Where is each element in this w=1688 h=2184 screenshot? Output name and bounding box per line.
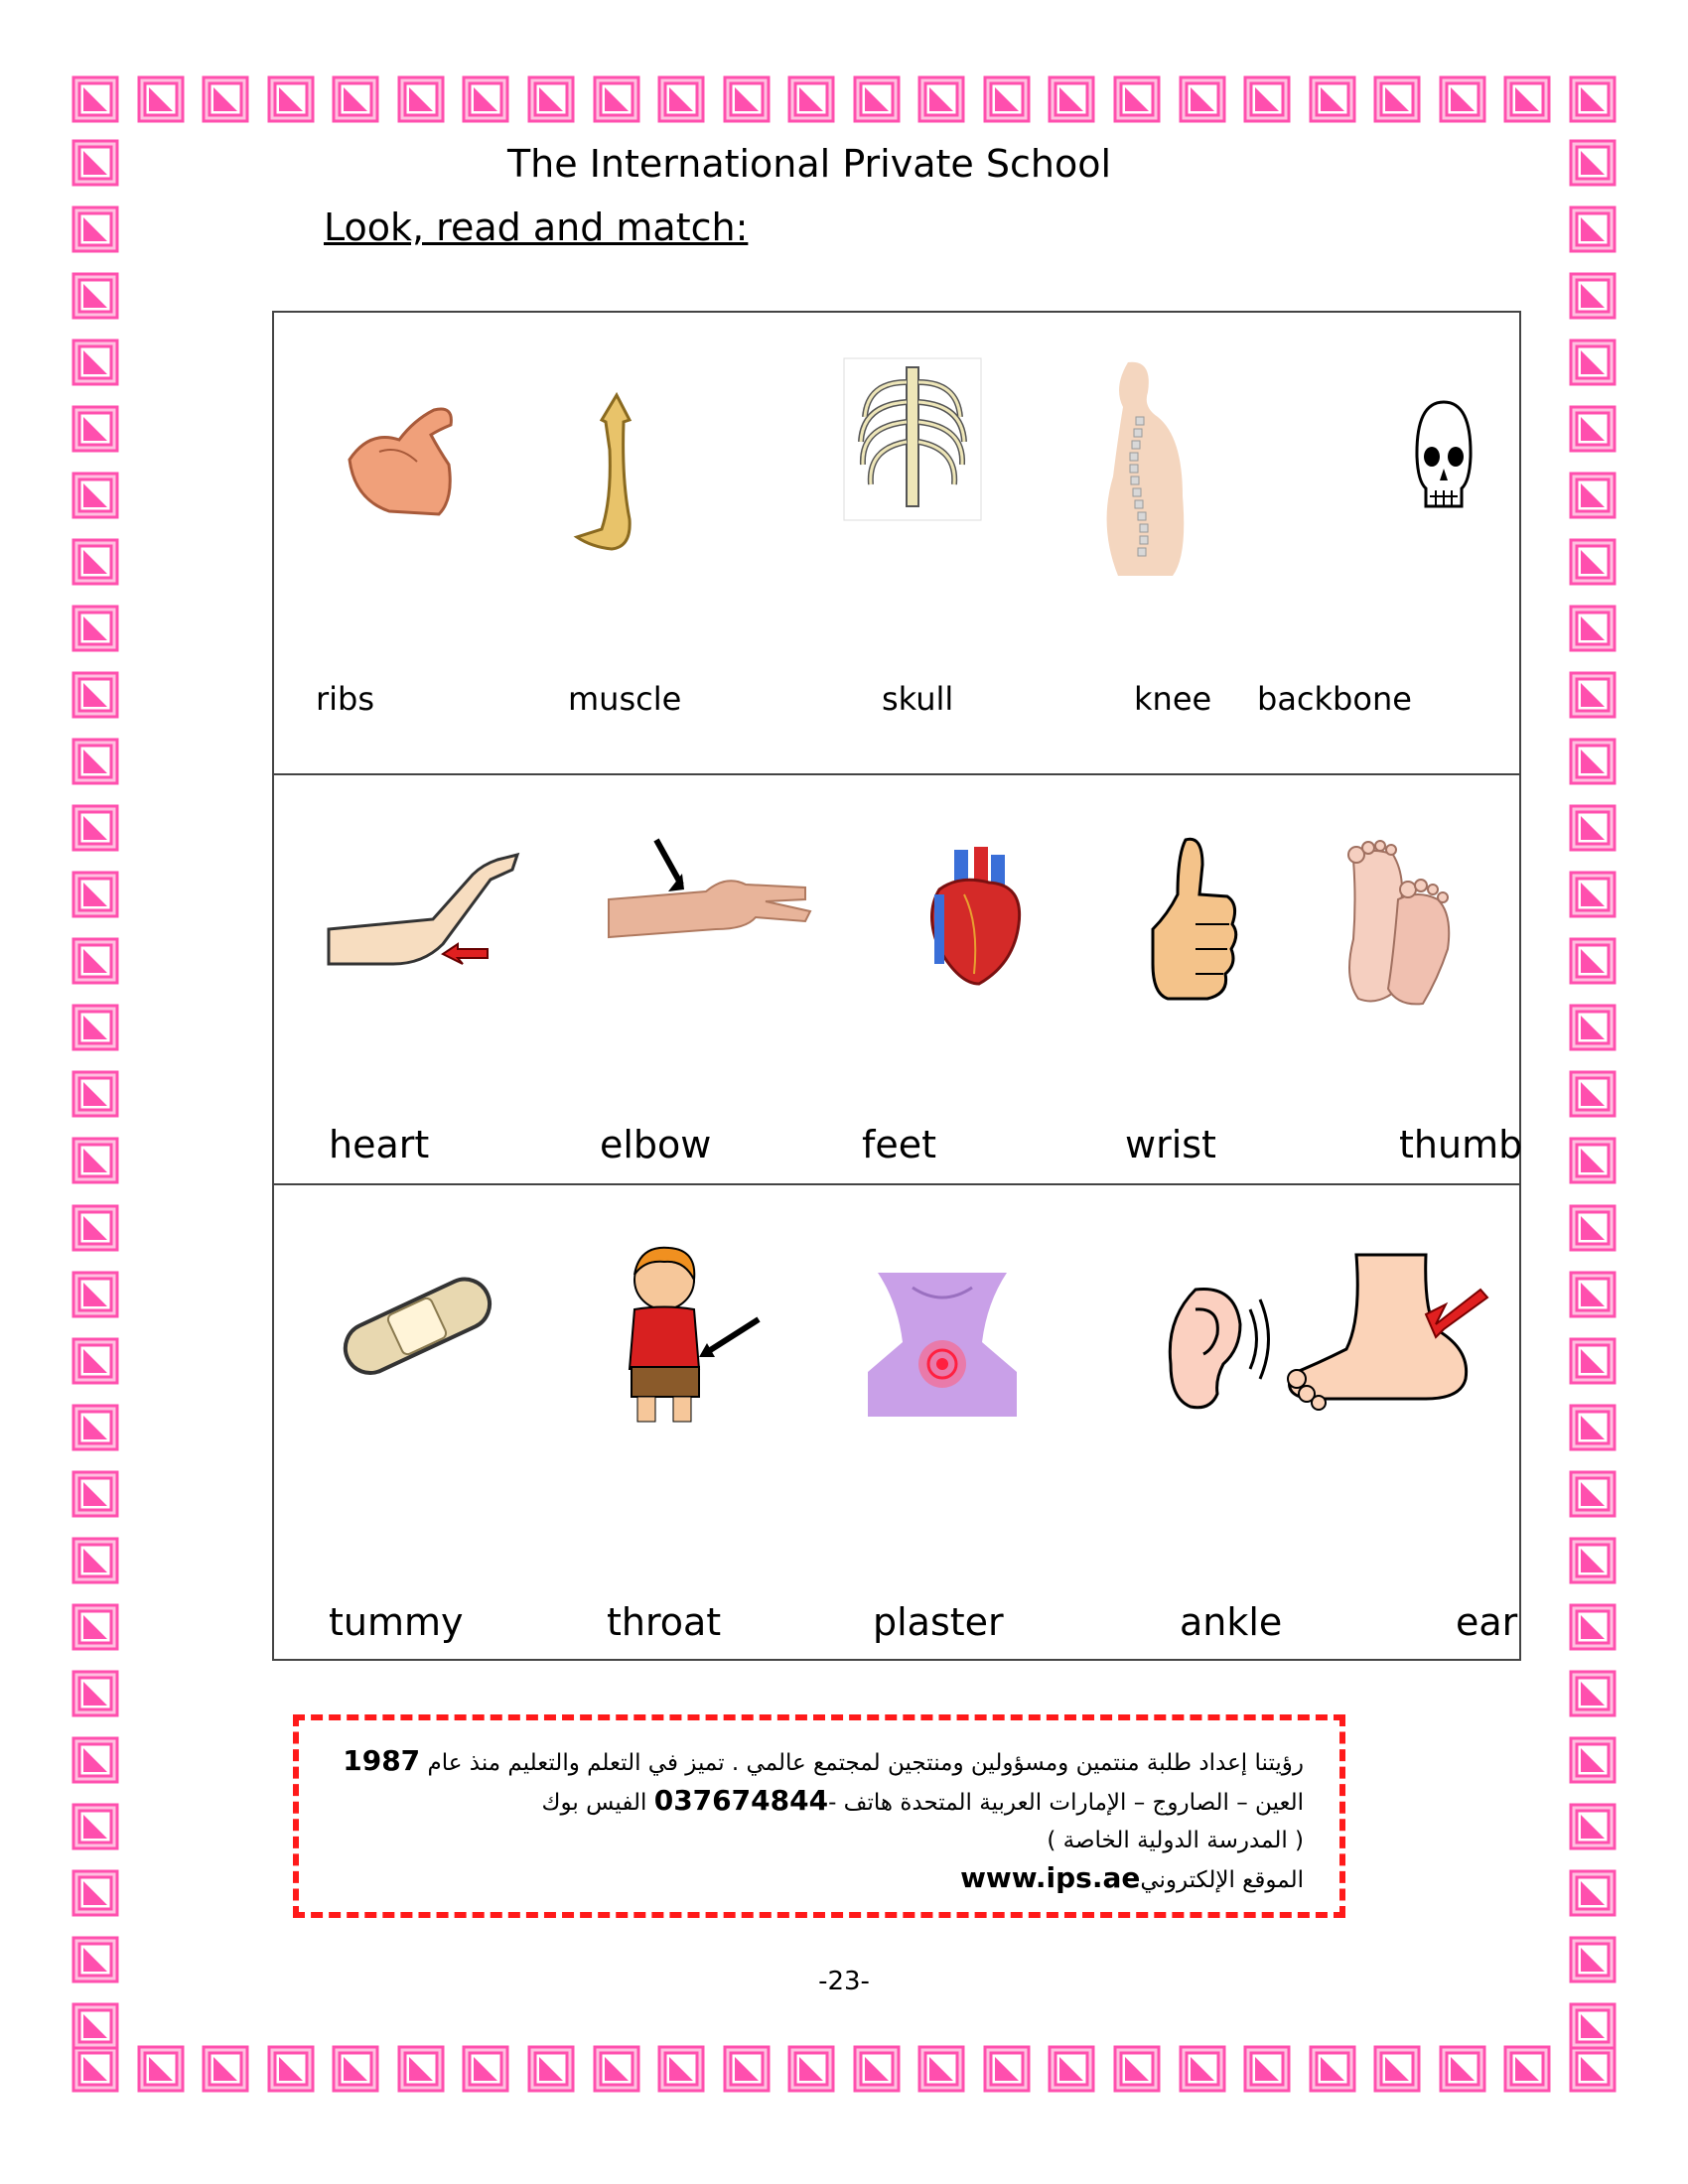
frame-square-icon bbox=[1569, 205, 1617, 253]
frame-square-icon bbox=[71, 1736, 119, 1784]
frame-square-icon bbox=[71, 804, 119, 852]
frame-square-icon bbox=[1569, 1204, 1617, 1252]
match-table bbox=[272, 311, 1521, 1661]
frame-square-icon bbox=[1569, 1803, 1617, 1850]
frame-square-icon bbox=[71, 1004, 119, 1051]
page-title: The International Private School bbox=[506, 142, 1112, 186]
frame-square-icon bbox=[1439, 2045, 1486, 2093]
page-number: -23- bbox=[818, 1967, 870, 1996]
frame-square-icon bbox=[1569, 1470, 1617, 1518]
frame-square-icon bbox=[71, 1803, 119, 1850]
word-feet: feet bbox=[862, 1123, 937, 1166]
frame-square-icon bbox=[1439, 75, 1486, 123]
frame-square-icon bbox=[71, 1470, 119, 1518]
frame-square-icon bbox=[723, 2045, 771, 2093]
wrist-icon bbox=[607, 830, 815, 959]
frame-square-icon bbox=[397, 75, 445, 123]
frame-square-icon bbox=[787, 2045, 835, 2093]
word-plaster: plaster bbox=[873, 1600, 1004, 1644]
frame-square-icon bbox=[853, 2045, 901, 2093]
frame-square-icon bbox=[1569, 1736, 1617, 1784]
frame-square-icon bbox=[397, 2045, 445, 2093]
elbow-icon bbox=[324, 835, 522, 979]
frame-square-icon bbox=[1569, 1337, 1617, 1385]
frame-square-icon bbox=[1569, 1404, 1617, 1451]
ribcage-icon bbox=[843, 357, 982, 521]
word-heart: heart bbox=[329, 1123, 430, 1166]
frame-square-icon bbox=[1503, 75, 1551, 123]
frame-square-icon bbox=[71, 2045, 119, 2093]
word-wrist: wrist bbox=[1125, 1123, 1216, 1166]
frame-square-icon bbox=[71, 538, 119, 586]
frame-square-icon bbox=[71, 1869, 119, 1917]
frame-square-icon bbox=[71, 937, 119, 985]
frame-square-icon bbox=[1569, 738, 1617, 785]
frame-square-icon bbox=[71, 1404, 119, 1451]
ear-icon bbox=[1156, 1280, 1275, 1414]
frame-square-icon bbox=[1569, 871, 1617, 918]
frame-square-icon bbox=[1569, 2002, 1617, 2050]
frame-square-icon bbox=[1569, 937, 1617, 985]
leg-bone-icon bbox=[572, 390, 661, 559]
thumb-icon bbox=[1148, 835, 1242, 1009]
frame-square-icon bbox=[1243, 75, 1291, 123]
frame-square-icon bbox=[71, 272, 119, 320]
plaster-icon bbox=[336, 1267, 499, 1386]
frame-square-icon bbox=[71, 2002, 119, 2050]
frame-square-icon bbox=[462, 2045, 509, 2093]
word-ear: ear bbox=[1456, 1600, 1518, 1644]
frame-square-icon bbox=[1048, 75, 1095, 123]
school-info-box bbox=[293, 1714, 1345, 1918]
frame-square-icon bbox=[787, 75, 835, 123]
website-link[interactable]: www.ips.ae bbox=[960, 1861, 1141, 1894]
frame-square-icon bbox=[1569, 538, 1617, 586]
frame-square-icon bbox=[462, 75, 509, 123]
heart-icon bbox=[919, 845, 1029, 989]
feet-icon bbox=[1338, 840, 1458, 1009]
word-elbow: elbow bbox=[600, 1123, 712, 1166]
frame-square-icon bbox=[267, 75, 315, 123]
throat-icon bbox=[868, 1273, 1017, 1417]
word-tummy: tummy bbox=[329, 1600, 464, 1644]
frame-square-icon bbox=[1179, 2045, 1226, 2093]
frame-square-icon bbox=[267, 2045, 315, 2093]
frame-square-icon bbox=[1309, 75, 1356, 123]
match-row-2 bbox=[274, 775, 1523, 1185]
frame-edge bbox=[71, 2045, 1617, 2093]
frame-square-icon bbox=[1569, 671, 1617, 719]
frame-square-icon bbox=[71, 1537, 119, 1584]
frame-square-icon bbox=[71, 871, 119, 918]
word-ankle: ankle bbox=[1180, 1600, 1283, 1644]
frame-square-icon bbox=[1569, 605, 1617, 652]
address-line: العين – الصاروج – الإمارات العربية المتحدة هاتف -037674844 الفيس بوك bbox=[541, 1784, 1304, 1817]
frame-square-icon bbox=[71, 1271, 119, 1318]
frame-square-icon bbox=[1179, 75, 1226, 123]
frame-square-icon bbox=[1569, 1137, 1617, 1184]
frame-square-icon bbox=[723, 75, 771, 123]
frame-square-icon bbox=[1309, 2045, 1356, 2093]
frame-square-icon bbox=[71, 738, 119, 785]
frame-square-icon bbox=[1569, 75, 1617, 123]
frame-square-icon bbox=[71, 75, 119, 123]
frame-square-icon bbox=[983, 2045, 1031, 2093]
ankle-icon bbox=[1277, 1250, 1495, 1414]
frame-square-icon bbox=[1569, 1004, 1617, 1051]
frame-square-icon bbox=[1569, 405, 1617, 453]
frame-square-icon bbox=[1569, 804, 1617, 852]
frame-square-icon bbox=[1569, 1603, 1617, 1651]
frame-square-icon bbox=[71, 1137, 119, 1184]
frame-square-icon bbox=[137, 75, 185, 123]
word-backbone: backbone bbox=[1257, 680, 1412, 718]
frame-square-icon bbox=[71, 1603, 119, 1651]
frame-square-icon bbox=[71, 205, 119, 253]
word-ribs: ribs bbox=[316, 680, 375, 718]
frame-square-icon bbox=[527, 2045, 575, 2093]
frame-square-icon bbox=[1569, 472, 1617, 519]
frame-square-icon bbox=[917, 2045, 965, 2093]
match-row-1 bbox=[274, 313, 1519, 775]
frame-square-icon bbox=[71, 405, 119, 453]
frame-square-icon bbox=[1569, 1537, 1617, 1584]
frame-square-icon bbox=[71, 1070, 119, 1118]
word-thumb: thumb bbox=[1399, 1123, 1523, 1166]
instruction-heading: Look, read and match: bbox=[324, 205, 749, 249]
frame-square-icon bbox=[71, 1204, 119, 1252]
tummy-icon bbox=[610, 1240, 774, 1433]
backbone-icon bbox=[1088, 357, 1197, 581]
frame-square-icon bbox=[71, 1337, 119, 1385]
frame-square-icon bbox=[527, 75, 575, 123]
frame-square-icon bbox=[71, 671, 119, 719]
frame-square-icon bbox=[1569, 272, 1617, 320]
frame-square-icon bbox=[917, 75, 965, 123]
frame-edge bbox=[1569, 139, 1617, 2050]
website-line: الموقع الإلكترونيwww.ips.ae bbox=[960, 1861, 1304, 1894]
frame-square-icon bbox=[1373, 2045, 1421, 2093]
match-row-3 bbox=[274, 1185, 1519, 1661]
frame-square-icon bbox=[1569, 1271, 1617, 1318]
skull-icon bbox=[1414, 397, 1474, 556]
frame-square-icon bbox=[71, 605, 119, 652]
frame-square-icon bbox=[1503, 2045, 1551, 2093]
word-muscle: muscle bbox=[568, 680, 682, 718]
frame-square-icon bbox=[202, 2045, 249, 2093]
frame-square-icon bbox=[1569, 2045, 1617, 2093]
frame-square-icon bbox=[1243, 2045, 1291, 2093]
frame-square-icon bbox=[202, 75, 249, 123]
frame-square-icon bbox=[853, 75, 901, 123]
frame-square-icon bbox=[983, 75, 1031, 123]
facebook-line: ( المدرسة الدولية الخاصة ) bbox=[1047, 1828, 1304, 1853]
frame-square-icon bbox=[657, 75, 705, 123]
frame-square-icon bbox=[1569, 1869, 1617, 1917]
frame-square-icon bbox=[593, 2045, 640, 2093]
frame-square-icon bbox=[1569, 1070, 1617, 1118]
frame-square-icon bbox=[71, 472, 119, 519]
frame-edge bbox=[71, 139, 119, 2050]
vision-line: رؤيتنا إعداد طلبة منتمين ومسؤولين ومنتجين لمجتمع عالمي . تميز في التعلم والتعليم منذ عام 1987 bbox=[343, 1744, 1304, 1777]
word-throat: throat bbox=[607, 1600, 722, 1644]
frame-square-icon bbox=[1569, 1670, 1617, 1717]
frame-square-icon bbox=[1048, 2045, 1095, 2093]
frame-square-icon bbox=[1569, 339, 1617, 386]
frame-square-icon bbox=[1373, 75, 1421, 123]
frame-square-icon bbox=[71, 1670, 119, 1717]
frame-square-icon bbox=[71, 339, 119, 386]
frame-square-icon bbox=[657, 2045, 705, 2093]
flexed-arm-icon bbox=[340, 390, 459, 519]
frame-square-icon bbox=[1113, 2045, 1161, 2093]
frame-square-icon bbox=[593, 75, 640, 123]
word-knee: knee bbox=[1134, 680, 1212, 718]
frame-square-icon bbox=[332, 2045, 379, 2093]
frame-edge bbox=[71, 75, 1617, 123]
frame-square-icon bbox=[137, 2045, 185, 2093]
frame-square-icon bbox=[332, 75, 379, 123]
frame-square-icon bbox=[1113, 75, 1161, 123]
word-skull: skull bbox=[882, 680, 954, 718]
